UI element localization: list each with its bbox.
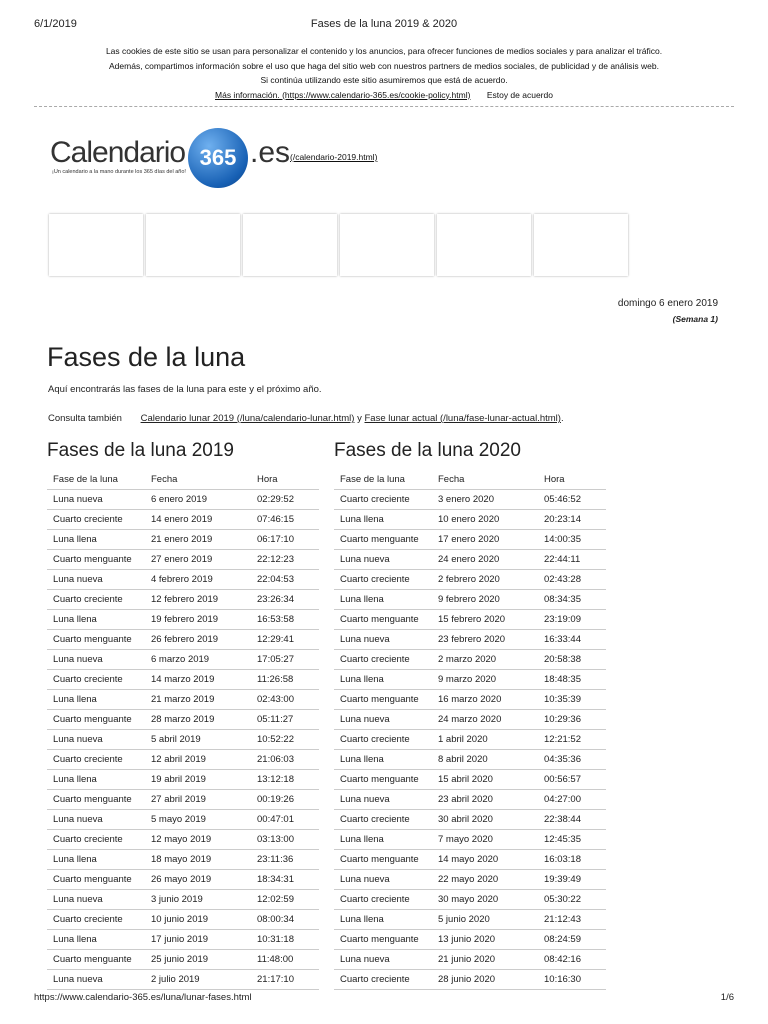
nav-box-2[interactable] (146, 214, 240, 276)
table-row (334, 590, 606, 610)
cell-phase: Cuarto menguante (47, 790, 145, 810)
cell-date: 9 marzo 2020 (432, 670, 538, 690)
cell-time: 13:12:18 (251, 770, 319, 790)
cell-phase: Cuarto creciente (334, 810, 432, 830)
cell-time: 23:19:09 (538, 610, 606, 630)
table-row (47, 890, 319, 910)
table-row (47, 630, 319, 650)
cell-time: 20:58:38 (538, 650, 606, 670)
cell-phase: Luna nueva (334, 870, 432, 890)
cell-date: 17 enero 2020 (432, 530, 538, 550)
cell-date: 2 julio 2019 (145, 970, 251, 990)
cookie-more-link[interactable]: Más información. (https://www.calendario-365.es/cookie-policy.html) (215, 89, 471, 100)
cell-date: 30 mayo 2020 (432, 890, 538, 910)
table-row (334, 830, 606, 850)
cell-time: 22:12:23 (251, 550, 319, 570)
cell-phase: Cuarto menguante (47, 710, 145, 730)
col-header-phase: Fase de la luna (334, 470, 432, 490)
table-row (334, 870, 606, 890)
cell-time: 18:34:31 (251, 870, 319, 890)
cell-phase: Cuarto menguante (334, 690, 432, 710)
cell-date: 24 enero 2020 (432, 550, 538, 570)
table-row (47, 810, 319, 830)
col-header-time: Hora (538, 470, 606, 490)
cell-phase: Luna nueva (47, 970, 145, 990)
cell-phase: Luna nueva (47, 570, 145, 590)
cell-date: 2 febrero 2020 (432, 570, 538, 590)
table-row (47, 650, 319, 670)
logo-tagline: ¡Un calendario a la mano durante los 365 días del año! (52, 169, 186, 175)
cell-phase: Cuarto creciente (47, 910, 145, 930)
cell-phase: Luna llena (334, 670, 432, 690)
cell-phase: Luna llena (47, 850, 145, 870)
table-row (334, 810, 606, 830)
table-row (334, 710, 606, 730)
table-header (334, 470, 606, 490)
current-phase-link[interactable]: Fase lunar actual (/luna/fase-lunar-actual.html) (364, 413, 561, 424)
cell-date: 23 febrero 2020 (432, 630, 538, 650)
cell-phase: Luna llena (47, 930, 145, 950)
cell-time: 21:12:43 (538, 910, 606, 930)
cell-time: 05:11:27 (251, 710, 319, 730)
cell-date: 27 enero 2019 (145, 550, 251, 570)
cell-date: 9 febrero 2020 (432, 590, 538, 610)
table-row (334, 750, 606, 770)
cookie-agree-button[interactable]: Estoy de acuerdo (486, 89, 553, 100)
cell-phase: Cuarto creciente (47, 750, 145, 770)
cell-date: 17 junio 2019 (145, 930, 251, 950)
cell-time: 10:52:22 (251, 730, 319, 750)
cell-phase: Luna nueva (47, 490, 145, 510)
table-title: Fases de la luna 2019 (47, 440, 234, 461)
table-row (47, 870, 319, 890)
cell-date: 3 enero 2020 (432, 490, 538, 510)
cell-time: 18:48:35 (538, 670, 606, 690)
cell-phase: Luna llena (47, 770, 145, 790)
lunar-calendar-link[interactable]: Calendario lunar 2019 (/luna/calendario-lunar.html) (140, 413, 355, 424)
cell-phase: Cuarto menguante (47, 550, 145, 570)
today-box (618, 298, 718, 324)
cell-time: 22:38:44 (538, 810, 606, 830)
cell-time: 23:26:34 (251, 590, 319, 610)
cell-phase: Luna nueva (334, 950, 432, 970)
cell-phase: Cuarto menguante (334, 850, 432, 870)
cell-date: 28 marzo 2019 (145, 710, 251, 730)
cell-time: 16:03:18 (538, 850, 606, 870)
table-row (47, 970, 319, 990)
col-header-date: Fecha (432, 470, 538, 490)
cell-time: 10:29:36 (538, 710, 606, 730)
cell-date: 21 marzo 2019 (145, 690, 251, 710)
cell-phase: Luna llena (334, 510, 432, 530)
cell-phase: Cuarto creciente (47, 830, 145, 850)
cookie-text-3: Si continúa utilizando este sitio asumiremos que está de acuerdo. (260, 75, 508, 85)
table-row (47, 950, 319, 970)
table-row (334, 670, 606, 690)
table-row (47, 510, 319, 530)
col-header-date: Fecha (145, 470, 251, 490)
cell-time: 00:56:57 (538, 770, 606, 790)
table-row (334, 770, 606, 790)
cell-date: 2 marzo 2020 (432, 650, 538, 670)
page-url: https://www.calendario-365.es/luna/lunar-fases.html (34, 992, 252, 1003)
cell-date: 4 febrero 2019 (145, 570, 251, 590)
cell-phase: Cuarto menguante (47, 950, 145, 970)
cell-phase: Luna nueva (47, 810, 145, 830)
cell-phase: Luna llena (334, 910, 432, 930)
table-row (334, 530, 606, 550)
cell-date: 10 enero 2020 (432, 510, 538, 530)
cell-time: 06:17:10 (251, 530, 319, 550)
logo-tld: .es (250, 136, 291, 169)
cell-date: 19 febrero 2019 (145, 610, 251, 630)
cell-time: 11:26:58 (251, 670, 319, 690)
cell-phase: Luna nueva (334, 550, 432, 570)
table-title: Fases de la luna 2020 (334, 440, 521, 461)
moon-table-2019 (47, 470, 319, 990)
week-number: (Semana 1) (672, 314, 718, 324)
cell-time: 11:48:00 (251, 950, 319, 970)
table-section-2019 (47, 440, 322, 990)
nav-box-1[interactable] (49, 214, 143, 276)
see-also (48, 413, 564, 424)
cell-time: 12:29:41 (251, 630, 319, 650)
cell-time: 19:39:49 (538, 870, 606, 890)
intro-text: Aquí encontrarás las fases de la luna para este y el próximo año. (48, 384, 322, 395)
cell-date: 26 mayo 2019 (145, 870, 251, 890)
cell-time: 10:35:39 (538, 690, 606, 710)
cell-time: 16:53:58 (251, 610, 319, 630)
nav-box-3[interactable] (243, 214, 337, 276)
cell-time: 21:06:03 (251, 750, 319, 770)
cell-time: 12:45:35 (538, 830, 606, 850)
col-header-time: Hora (251, 470, 319, 490)
cell-time: 16:33:44 (538, 630, 606, 650)
cell-date: 18 mayo 2019 (145, 850, 251, 870)
cell-time: 17:05:27 (251, 650, 319, 670)
nav-box-6[interactable] (534, 214, 628, 276)
table-row (334, 650, 606, 670)
cell-phase: Cuarto menguante (47, 870, 145, 890)
cell-phase: Cuarto creciente (334, 490, 432, 510)
and-text: y (357, 413, 362, 424)
table-row (47, 730, 319, 750)
table-row (47, 750, 319, 770)
cell-date: 30 abril 2020 (432, 810, 538, 830)
cell-date: 8 abril 2020 (432, 750, 538, 770)
cell-time: 21:17:10 (251, 970, 319, 990)
table-row (334, 630, 606, 650)
cell-phase: Cuarto creciente (334, 570, 432, 590)
nav-box-5[interactable] (437, 214, 531, 276)
cell-time: 02:43:28 (538, 570, 606, 590)
logo-link[interactable]: (/calendario-2019.html) (290, 152, 378, 162)
cell-time: 10:16:30 (538, 970, 606, 990)
logo-word: Calendario (50, 136, 186, 169)
cell-date: 3 junio 2019 (145, 890, 251, 910)
page-title: Fases de la luna (47, 342, 246, 372)
cell-phase: Luna llena (47, 690, 145, 710)
cell-date: 21 junio 2020 (432, 950, 538, 970)
table-row (334, 930, 606, 950)
cell-time: 10:31:18 (251, 930, 319, 950)
print-title: Fases de la luna 2019 & 2020 (310, 18, 458, 30)
cell-date: 13 junio 2020 (432, 930, 538, 950)
table-row (334, 570, 606, 590)
table-row (334, 730, 606, 750)
cell-date: 14 marzo 2019 (145, 670, 251, 690)
cell-phase: Luna nueva (47, 650, 145, 670)
cell-time: 05:46:52 (538, 490, 606, 510)
col-header-phase: Fase de la luna (47, 470, 145, 490)
table-row (334, 610, 606, 630)
cell-phase: Luna llena (334, 750, 432, 770)
cell-date: 27 abril 2019 (145, 790, 251, 810)
cell-time: 23:11:36 (251, 850, 319, 870)
cell-time: 07:46:15 (251, 510, 319, 530)
cell-time: 12:21:52 (538, 730, 606, 750)
cell-phase: Luna nueva (334, 710, 432, 730)
cell-phase: Cuarto creciente (334, 730, 432, 750)
table-row (334, 950, 606, 970)
cell-phase: Cuarto creciente (334, 970, 432, 990)
table-row (334, 910, 606, 930)
cell-date: 6 enero 2019 (145, 490, 251, 510)
cell-phase: Cuarto menguante (334, 930, 432, 950)
cell-time: 00:47:01 (251, 810, 319, 830)
cell-date: 25 junio 2019 (145, 950, 251, 970)
cell-date: 26 febrero 2019 (145, 630, 251, 650)
table-row (334, 490, 606, 510)
cell-phase: Luna nueva (334, 790, 432, 810)
table-row (47, 610, 319, 630)
cell-phase: Luna llena (334, 590, 432, 610)
cell-phase: Luna nueva (334, 630, 432, 650)
table-row (334, 550, 606, 570)
cell-phase: Luna llena (47, 610, 145, 630)
cell-time: 08:24:59 (538, 930, 606, 950)
cell-date: 12 mayo 2019 (145, 830, 251, 850)
divider (34, 106, 734, 107)
cookie-text-1: Las cookies de este sitio se usan para personalizar el contenido y los anuncios, para ofrecer funciones de medios sociales y para analizar el tráfico. (105, 46, 663, 56)
cell-time: 08:42:16 (538, 950, 606, 970)
moon-table-2020 (334, 470, 606, 990)
table-row (334, 690, 606, 710)
cell-date: 5 abril 2019 (145, 730, 251, 750)
cell-date: 1 abril 2020 (432, 730, 538, 750)
cell-date: 24 marzo 2020 (432, 710, 538, 730)
cell-time: 03:13:00 (251, 830, 319, 850)
cell-date: 12 abril 2019 (145, 750, 251, 770)
site-logo[interactable] (50, 128, 290, 188)
cell-phase: Cuarto creciente (47, 590, 145, 610)
table-row (47, 690, 319, 710)
nav-box-4[interactable] (340, 214, 434, 276)
table-row (47, 850, 319, 870)
table-row (47, 770, 319, 790)
cell-phase: Cuarto creciente (334, 890, 432, 910)
table-row (47, 670, 319, 690)
cell-phase: Cuarto creciente (334, 650, 432, 670)
page-number: 1/6 (720, 992, 734, 1003)
cell-time: 00:19:26 (251, 790, 319, 810)
cell-phase: Luna nueva (47, 890, 145, 910)
print-date: 6/1/2019 (34, 18, 77, 30)
table-row (334, 850, 606, 870)
cell-date: 7 mayo 2020 (432, 830, 538, 850)
cell-phase: Cuarto menguante (334, 770, 432, 790)
cookie-text-2: Además, compartimos información sobre el uso que haga del sitio web con nuestros partners de medios sociales, de publicidad y de análisis web. (109, 60, 659, 71)
table-row (47, 710, 319, 730)
cell-time: 22:44:11 (538, 550, 606, 570)
table-row (47, 550, 319, 570)
cell-date: 19 abril 2019 (145, 770, 251, 790)
cell-time: 08:00:34 (251, 910, 319, 930)
cell-date: 6 marzo 2019 (145, 650, 251, 670)
table-row (47, 490, 319, 510)
table-row (334, 890, 606, 910)
today-date: domingo 6 enero 2019 (617, 298, 718, 309)
table-row (47, 910, 319, 930)
cell-date: 22 mayo 2020 (432, 870, 538, 890)
cell-phase: Cuarto creciente (47, 670, 145, 690)
cell-phase: Luna llena (47, 530, 145, 550)
period: . (560, 413, 564, 424)
table-row (47, 790, 319, 810)
see-also-label: Consulta también (48, 413, 122, 424)
table-header (47, 470, 319, 490)
cell-time: 08:34:35 (538, 590, 606, 610)
table-row (334, 790, 606, 810)
cell-time: 02:43:00 (251, 690, 319, 710)
cell-phase: Cuarto menguante (47, 630, 145, 650)
cell-date: 28 junio 2020 (432, 970, 538, 990)
table-section-2020 (334, 440, 609, 990)
cell-date: 10 junio 2019 (145, 910, 251, 930)
cell-time: 12:02:59 (251, 890, 319, 910)
cell-time: 02:29:52 (251, 490, 319, 510)
table-row (47, 530, 319, 550)
cell-date: 16 marzo 2020 (432, 690, 538, 710)
cell-date: 23 abril 2020 (432, 790, 538, 810)
cell-phase: Luna nueva (47, 730, 145, 750)
cell-phase: Luna llena (334, 830, 432, 850)
table-row (334, 510, 606, 530)
cell-date: 5 junio 2020 (432, 910, 538, 930)
cell-phase: Cuarto menguante (334, 530, 432, 550)
table-row (47, 590, 319, 610)
table-row (334, 970, 606, 990)
logo-circle: 365 (188, 128, 248, 188)
table-row (47, 930, 319, 950)
cell-date: 21 enero 2019 (145, 530, 251, 550)
cell-phase: Cuarto creciente (47, 510, 145, 530)
cell-date: 12 febrero 2019 (145, 590, 251, 610)
cell-time: 05:30:22 (538, 890, 606, 910)
cell-date: 15 febrero 2020 (432, 610, 538, 630)
cell-time: 14:00:35 (538, 530, 606, 550)
cell-time: 04:35:36 (538, 750, 606, 770)
table-row (47, 570, 319, 590)
cell-phase: Cuarto menguante (334, 610, 432, 630)
table-row (47, 830, 319, 850)
cell-date: 14 enero 2019 (145, 510, 251, 530)
cookie-notice (34, 44, 734, 102)
cell-time: 04:27:00 (538, 790, 606, 810)
cell-date: 15 abril 2020 (432, 770, 538, 790)
cell-time: 20:23:14 (538, 510, 606, 530)
cell-date: 14 mayo 2020 (432, 850, 538, 870)
cell-date: 5 mayo 2019 (145, 810, 251, 830)
cell-time: 22:04:53 (251, 570, 319, 590)
